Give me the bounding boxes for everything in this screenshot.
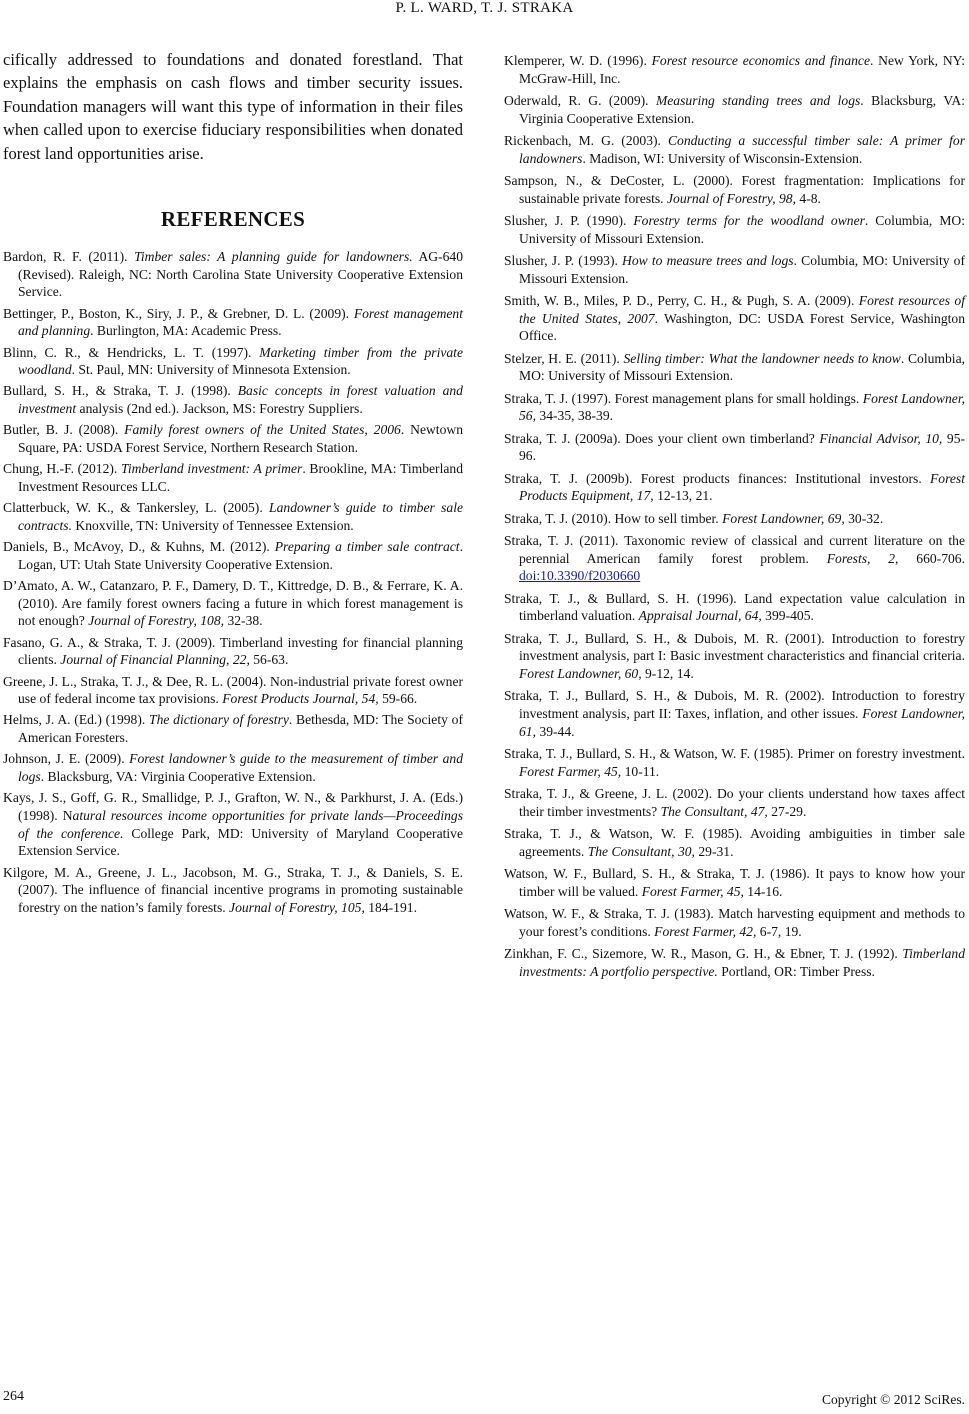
reference-text: analysis (2nd ed.). Jackson, MS: Forestry Suppliers. (76, 401, 363, 417)
reference-text: Greene, J. L., Straka, T. J., & Dee, R. L. (2004). Non-industrial private forest owner use of federal income tax provisions. (3, 673, 463, 707)
reference-item (504, 172, 965, 207)
reference-source: Marketing timber from the private woodland (18, 344, 463, 378)
reference-text: 34-35, 38-39. (536, 408, 614, 424)
reference-source: Journal of Forestry, 108, (88, 613, 225, 629)
page-number: 264 (3, 1389, 24, 1404)
reference-text: 14-16. (743, 883, 783, 899)
reference-text: Chung, H.-F. (2012). (3, 461, 122, 477)
reference-text: Bettinger, P., Boston, K., Siry, J. P., & Grebner, D. L. (2009). (3, 305, 354, 321)
reference-text: 27-29. (767, 803, 807, 819)
reference-source: The Consultant, 47, (660, 803, 768, 819)
reference-item (504, 390, 965, 425)
reference-text: Rickenbach, M. G. (2003). (504, 133, 668, 148)
reference-item (504, 132, 965, 167)
reference-item (3, 248, 463, 301)
reference-text: Straka, T. J., & Watson, W. F. (1985). Avoiding ambiguities in timber sale agreements. (504, 826, 965, 859)
reference-text: Clatterbuck, W. K., & Tankersley, L. (2005). (3, 500, 270, 516)
copyright-notice: Copyright © 2012 SciRes. (821, 1392, 965, 1407)
reference-text: Klemperer, W. D. (1996). (504, 53, 652, 68)
reference-text: . Newtown Square, PA: USDA Forest Service, Northern Research Station. (18, 422, 463, 456)
reference-text: 660-706. (898, 550, 965, 566)
reference-source: The Consultant, 30, (587, 843, 695, 859)
reference-source: Family forest owners of the United States, 2006 (124, 422, 401, 438)
reference-source: Forest Landowner, 61, (519, 706, 965, 739)
reference-source: Forestry terms for the woodland owner (633, 213, 865, 228)
reference-text: . Blacksburg, VA: Virginia Cooperative Extension. (519, 93, 965, 126)
reference-text: Straka, T. J. (2009b). Forest products finances: Institutional investors. (504, 470, 930, 486)
reference-text: Bardon, R. F. (2011). (3, 249, 135, 265)
reference-item (3, 344, 463, 379)
reference-source: Journal of Forestry, 105, (229, 899, 365, 915)
reference-text: . St. Paul, MN: University of Minnesota Extension. (71, 362, 351, 378)
reference-item (504, 470, 965, 505)
reference-source: Timber sales: A planning guide for landowners. (134, 249, 413, 265)
reference-item (504, 52, 965, 87)
reference-text: Straka, T. J. (1997). Forest management plans for small holdings. (504, 390, 863, 406)
reference-item (3, 421, 463, 456)
reference-source: Conducting a successful timber sale: A primer for landowners (519, 133, 965, 166)
reference-source: Forest Products Equipment, 17, (519, 470, 965, 504)
reference-text: Straka, T. J., Bullard, S. H., & Dubois, M. R. (2001). Introduction to forestry investment analysis, part I: Basic investment characteristics and financial criteria. (504, 630, 965, 664)
reference-text: 30-32. (844, 510, 884, 526)
references-heading: REFERENCES (160, 207, 306, 232)
reference-text: Portland, OR: Timber Press. (717, 963, 875, 979)
reference-item (3, 538, 463, 573)
reference-source: Basic concepts in forest valuation and investment (18, 383, 463, 417)
reference-text: Knoxville, TN: University of Tennessee Extension. (72, 517, 354, 533)
reference-source: Forest Landowner, 60, (519, 666, 642, 682)
reference-text: Oderwald, R. G. (2009). (504, 93, 656, 108)
reference-text: Straka, T. J. (2009a). Does your client own timberland? (504, 430, 820, 446)
reference-source: Forests, 2, (826, 550, 899, 566)
left-column (3, 48, 463, 920)
reference-item (504, 687, 965, 740)
reference-item (504, 252, 965, 287)
reference-text: Straka, T. J. (2010). How to sell timber. (504, 510, 723, 526)
reference-text: Butler, B. J. (2008). (3, 422, 125, 438)
reference-item (504, 92, 965, 127)
reference-text: 10-11. (621, 763, 660, 779)
reference-text: Slusher, J. P. (1993). (504, 253, 623, 268)
reference-source: Forest management and planning (18, 305, 463, 339)
reference-text: 29-31. (694, 843, 734, 859)
reference-text: 9-12, 14. (641, 666, 694, 682)
reference-text: Johnson, J. E. (2009). (3, 751, 130, 767)
reference-text: . Burlington, MA: Academic Press. (90, 323, 282, 339)
reference-item (3, 577, 463, 630)
reference-item (3, 305, 463, 340)
reference-item (3, 750, 463, 785)
reference-text: D’Amato, A. W., Catanzaro, P. F., Damery, D. T., Kittredge, D. B., & Ferrare, K. A. (2010). Are family forest owners facing a future in which forest management is not enough? (3, 577, 463, 629)
reference-item (504, 292, 965, 345)
reference-text: Kilgore, M. A., Greene, J. L., Jacobson, M. G., Straka, T. J., & Daniels, S. E. (2007). The influence of financial incentive programs in promoting sustainable forestry on the nation’s family forests. (3, 864, 463, 915)
reference-text: Straka, T. J., & Bullard, S. H. (1996). Land expectation value calculation in timberland valuation. (504, 590, 965, 624)
reference-item (3, 460, 463, 495)
reference-text: 39-44. (536, 723, 575, 739)
reference-source: Journal of Financial Planning, 22, (60, 652, 250, 668)
reference-item (3, 382, 463, 417)
reference-item (504, 350, 965, 385)
reference-text: . Brookline, MA: Timberland Investment Resources LLC. (18, 461, 463, 494)
reference-source: Forest Farmer, 42, (654, 923, 757, 939)
reference-source: Forest landowner’s guide to the measurement of timber and logs (18, 751, 463, 785)
reference-item (504, 945, 965, 980)
reference-source: How to measure trees and logs (622, 253, 794, 268)
reference-text: Sampson, N., & DeCoster, L. (2000). Forest fragmentation: Implications for sustainable private forests. (504, 173, 965, 206)
reference-text: Bullard, S. H., & Straka, T. J. (1998). (3, 383, 238, 399)
reference-text: Blinn, C. R., & Hendricks, L. T. (1997). (3, 344, 260, 360)
reference-text: Straka, T. J., Bullard, S. H., & Watson, W. F. (1985). Primer on forestry investment. (504, 746, 965, 762)
reference-text: Straka, T. J., & Greene, J. L. (2002). Do your clients understand how taxes affect their timber investments? (504, 786, 965, 819)
reference-item (504, 745, 965, 780)
reference-source: Financial Advisor, 10, (819, 430, 943, 446)
reference-source: Forest Landowner, 69, (722, 510, 845, 526)
reference-text: 56-63. (249, 652, 289, 668)
reference-text: . Bethesda, MD: The Society of American Foresters. (18, 712, 463, 746)
reference-text: . Columbia, MO: University of Missouri Extension. (519, 213, 965, 246)
reference-item (504, 785, 965, 820)
running-head: P. L. WARD, T. J. STRAKA (395, 0, 574, 16)
reference-text: Daniels, B., McAvoy, D., & Kuhns, M. (2012). (3, 539, 275, 555)
reference-item (3, 499, 463, 534)
reference-text: College Park, MD: University of Maryland Cooperative Extension Service. (18, 825, 463, 859)
reference-item (504, 590, 965, 625)
reference-item (504, 865, 965, 900)
reference-text: . Madison, WI: University of Wisconsin-Extension. (582, 150, 863, 166)
reference-text: Straka, T. J. (2011). Taxonomic review of classical and current literature on the perennial American family forest problem. (504, 533, 965, 566)
reference-text: . New York, NY: McGraw-Hill, Inc. (519, 53, 965, 86)
reference-item (3, 673, 463, 708)
reference-source: Forest resource economics and finance (651, 53, 870, 68)
reference-text: 6-7, 19. (756, 923, 802, 939)
reference-text: Slusher, J. P. (1990). (504, 213, 634, 228)
reference-item (504, 430, 965, 465)
reference-item (504, 825, 965, 860)
reference-source: Preparing a timber sale contract (274, 539, 460, 555)
reference-list-right (504, 52, 965, 981)
reference-source: Timberland investments: A portfolio perspective. (519, 946, 965, 979)
reference-source: Landowner’s guide to timber sale contracts. (18, 500, 464, 533)
reference-item (504, 212, 965, 247)
reference-text: 399-405. (761, 608, 814, 624)
reference-text: . Washington, DC: USDA Forest Service, Washington Office. (519, 310, 966, 344)
reference-text: 4-8. (796, 190, 821, 206)
reference-source: Measuring standing trees and logs (655, 93, 861, 108)
reference-text: 12-13, 21. (653, 488, 713, 504)
reference-text: . Logan, UT: Utah State University Cooperative Extension. (18, 539, 463, 572)
reference-text: AG-640 (Revised). Raleigh, NC: North Carolina State University Cooperative Extension Service. (18, 249, 464, 300)
reference-list-left (3, 248, 463, 917)
reference-text: Watson, W. F., & Straka, T. J. (1983). Match harvesting equipment and methods to your forest’s conditions. (504, 906, 965, 939)
doi-link[interactable]: doi:10.3390/f2030660 (519, 568, 641, 584)
reference-text: Zinkhan, F. C., Sizemore, W. R., Mason, G. H., & Ebner, T. J. (1992). (504, 946, 903, 962)
reference-item (504, 630, 965, 683)
reference-item (3, 789, 463, 860)
reference-source: The dictionary of forestry (149, 712, 289, 728)
reference-text: Helms, J. A. (Ed.) (1998). (3, 712, 150, 728)
reference-text: Straka, T. J., Bullard, S. H., & Dubois, M. R. (2002). Introduction to forestry investment analysis, part II: Taxes, inflation, and other issues. (504, 688, 965, 722)
reference-text: Fasano, G. A., & Straka, T. J. (2009). Timberland investing for financial planning clients. (3, 634, 463, 668)
reference-text: . Blacksburg, VA: Virginia Cooperative Extension. (40, 769, 316, 785)
reference-source: Forest resources of the United States, 2007 (519, 293, 966, 326)
reference-source: Journal of Forestry, 98, (666, 190, 796, 206)
reference-source: Forest Farmer, 45, (641, 883, 744, 899)
reference-text: 32-38. (224, 613, 263, 629)
reference-item (3, 711, 463, 746)
reference-item (504, 905, 965, 940)
reference-source: Forest Landowner, 56, (519, 390, 965, 424)
reference-text: . Columbia, MO: University of Missouri Extension. (519, 253, 965, 286)
reference-source: Appraisal Journal, 64, (638, 608, 762, 624)
reference-source: Forest Products Journal, 54, (222, 691, 379, 707)
reference-item (504, 510, 965, 528)
reference-text: 59-66. (378, 691, 418, 707)
reference-text: 95-96. (519, 430, 966, 464)
reference-source: Selling timber: What the landowner needs to know (623, 350, 901, 366)
reference-text: Smith, W. B., Miles, P. D., Perry, C. H., & Pugh, S. A. (2009). (504, 293, 859, 308)
reference-text: Kays, J. S., Goff, G. R., Smallidge, P. J., Grafton, W. N., & Parkhurst, J. A. (Eds.) (1998). N (3, 790, 463, 823)
reference-source: atural resources income opportunities for private lands—Proceedings of the conference. (18, 807, 463, 841)
reference-text: . Columbia, MO: University of Missouri Extension. (519, 350, 965, 384)
reference-item (3, 864, 463, 917)
reference-item (3, 634, 463, 669)
reference-source: Timberland investment: A primer (121, 461, 303, 477)
reference-source: Forest Farmer, 45, (519, 763, 622, 779)
reference-item (504, 532, 965, 585)
intro-paragraph: cifically addressed to foundations and donated forestland. That explains the emphasis on cash flows and timber security issues. Foundation managers will want this type of information in their files when called upon to exercise fiduciary responsibilities when donated forest land opportunities arise. (3, 50, 463, 163)
reference-text: 184-191. (364, 899, 417, 915)
reference-text: Watson, W. F., Bullard, S. H., & Straka, T. J. (1986). It pays to know how your timber will be valued. (504, 866, 965, 899)
right-column (504, 52, 965, 985)
reference-text: Stelzer, H. E. (2011). (504, 350, 624, 366)
